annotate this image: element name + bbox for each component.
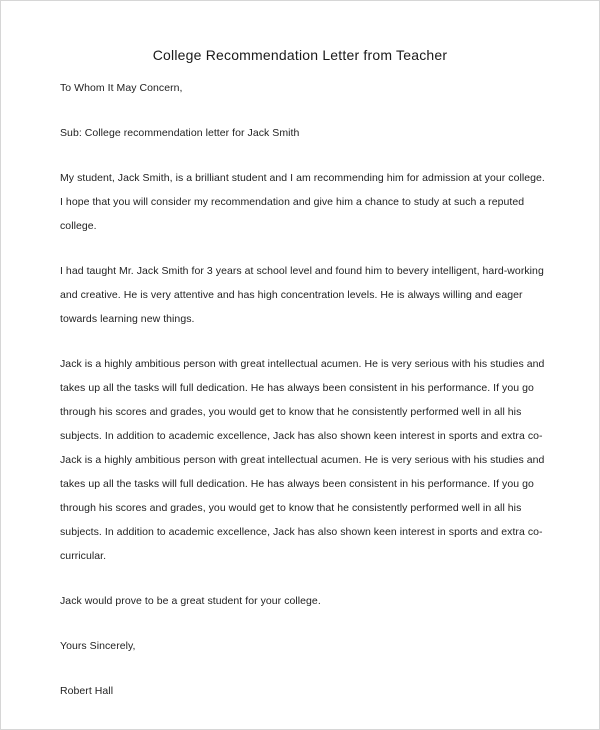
letter-line: Yours Sincerely, — [60, 640, 136, 652]
letter-title: College Recommendation Letter from Teacher — [152, 47, 448, 63]
letter-line: Sub: College recommendation letter for Jack Smith — [60, 127, 300, 139]
letter-line: Jack is a highly ambitious person with great intellectual acumen. He is very serious with his studies and — [60, 358, 545, 370]
letter-line: To Whom It May Concern, — [60, 82, 183, 94]
letter-line: Jack would prove to be a great student for your college. — [60, 595, 321, 607]
letter-line: towards learning new things. — [60, 313, 195, 325]
letter-line: takes up all the tasks will full dedication. He has always been consistent in his performance. If you go — [60, 478, 534, 490]
letter-line: Jack is a highly ambitious person with great intellectual acumen. He is very serious with his studies and — [60, 454, 545, 466]
letter-line: through his scores and grades, you would get to know that he consistently performed well in all his — [60, 502, 522, 514]
letter-paragraph-teaching-history — [60, 259, 559, 331]
letter-line: and creative. He is very attentive and has high concentration levels. He is always willing and eager — [60, 289, 523, 301]
letter-signature-name — [60, 679, 559, 703]
letter-paragraph-intro — [60, 166, 559, 238]
letter-line: curricular. — [60, 550, 107, 562]
letter-line: I had taught Mr. Jack Smith for 3 years at school level and found him to bevery intelligent, hard-working — [60, 265, 544, 277]
letter-subject-line — [60, 121, 559, 145]
letter-closing-statement — [60, 589, 559, 613]
letter-line: subjects. In addition to academic excellence, Jack has also shown keen interest in sports and extra co- — [60, 526, 543, 538]
letter-line: My student, Jack Smith, is a brilliant student and I am recommending him for admission at your college. — [60, 172, 545, 184]
letter-line: Robert Hall — [60, 685, 114, 697]
letter-line: through his scores and grades, you would get to know that he consistently performed well in all his — [60, 406, 522, 418]
letter-sign-off — [60, 634, 559, 658]
letter-greeting — [60, 76, 559, 100]
letter-line: takes up all the tasks will full dedication. He has always been consistent in his performance. If you go — [60, 382, 534, 394]
letter-line: I hope that you will consider my recommendation and give him a chance to study at such a reputed — [60, 196, 525, 208]
letter-line: college. — [60, 220, 97, 232]
letter-line: subjects. In addition to academic excellence, Jack has also shown keen interest in sports and extra co- — [60, 430, 543, 442]
letter-paragraph-qualities — [60, 352, 559, 568]
letter-content — [1, 1, 599, 703]
